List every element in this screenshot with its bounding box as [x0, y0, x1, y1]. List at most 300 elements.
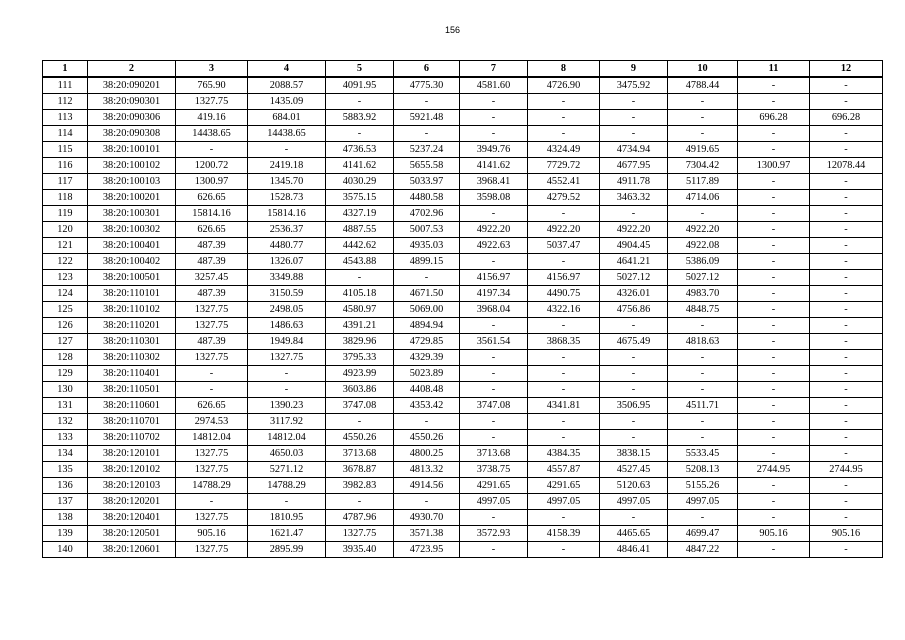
- table-cell: 1390.23: [248, 398, 326, 414]
- table-row: [43, 334, 883, 350]
- table-cell: 4997.05: [668, 494, 738, 510]
- table-cell: 4846.41: [600, 542, 668, 558]
- table-cell: 4922.20: [668, 222, 738, 238]
- table-cell: 4847.22: [668, 542, 738, 558]
- table-cell: 15814.16: [248, 206, 326, 222]
- table-cell: 4997.05: [528, 494, 600, 510]
- table-row: [43, 526, 883, 542]
- table-cell: 38:20:110601: [88, 398, 176, 414]
- table-cell: 38:20:090301: [88, 94, 176, 110]
- column-header: 7: [460, 61, 528, 78]
- table-cell: 4550.26: [326, 430, 394, 446]
- table-cell: -: [738, 206, 810, 222]
- table-cell: 1327.75: [176, 318, 248, 334]
- table-cell: 3713.68: [460, 446, 528, 462]
- table-row: [43, 366, 883, 382]
- table-cell: -: [738, 366, 810, 382]
- table-cell: 2895.99: [248, 542, 326, 558]
- table-cell: 3571.38: [394, 526, 460, 542]
- table-cell: 117: [43, 174, 88, 190]
- table-cell: 12078.44: [810, 158, 883, 174]
- table-cell: -: [248, 366, 326, 382]
- table-cell: 4922.63: [460, 238, 528, 254]
- table-row: [43, 206, 883, 222]
- table-cell: 126: [43, 318, 88, 334]
- table-cell: 122: [43, 254, 88, 270]
- table-cell: 4734.94: [600, 142, 668, 158]
- table-cell: -: [738, 94, 810, 110]
- table-cell: -: [528, 382, 600, 398]
- table-cell: -: [810, 398, 883, 414]
- table-row: [43, 190, 883, 206]
- table-cell: -: [738, 318, 810, 334]
- table-cell: 14438.65: [176, 126, 248, 142]
- column-header: 3: [176, 61, 248, 78]
- table-cell: 38:20:090308: [88, 126, 176, 142]
- table-cell: 4922.20: [600, 222, 668, 238]
- table-cell: -: [460, 126, 528, 142]
- table-cell: -: [738, 222, 810, 238]
- table-cell: 4158.39: [528, 526, 600, 542]
- table-cell: -: [668, 510, 738, 526]
- table-cell: 4197.34: [460, 286, 528, 302]
- table-header: [43, 61, 883, 78]
- table-cell: -: [528, 206, 600, 222]
- table-cell: 4923.99: [326, 366, 394, 382]
- table-cell: 4983.70: [668, 286, 738, 302]
- table-cell: -: [460, 94, 528, 110]
- table-cell: 4580.97: [326, 302, 394, 318]
- table-cell: -: [738, 142, 810, 158]
- table-cell: 905.16: [176, 526, 248, 542]
- table-cell: 4391.21: [326, 318, 394, 334]
- table-cell: -: [810, 77, 883, 94]
- table-cell: -: [668, 94, 738, 110]
- table-cell: 14438.65: [248, 126, 326, 142]
- table-cell: 4156.97: [460, 270, 528, 286]
- table-cell: -: [810, 430, 883, 446]
- table-cell: 1327.75: [248, 350, 326, 366]
- table-cell: -: [738, 286, 810, 302]
- table-cell: 3949.76: [460, 142, 528, 158]
- table-cell: 3575.15: [326, 190, 394, 206]
- table-cell: -: [738, 446, 810, 462]
- table-cell: -: [738, 382, 810, 398]
- table-cell: -: [810, 222, 883, 238]
- table-cell: -: [600, 414, 668, 430]
- table-cell: -: [528, 366, 600, 382]
- table-cell: 3257.45: [176, 270, 248, 286]
- table-cell: -: [176, 382, 248, 398]
- table-cell: -: [460, 382, 528, 398]
- table-cell: -: [738, 174, 810, 190]
- table-cell: 3463.32: [600, 190, 668, 206]
- table-cell: 4291.65: [460, 478, 528, 494]
- table-cell: -: [668, 414, 738, 430]
- table-cell: -: [738, 510, 810, 526]
- table-cell: 1528.73: [248, 190, 326, 206]
- column-header: 8: [528, 61, 600, 78]
- table-cell: 4922.20: [528, 222, 600, 238]
- table-cell: 114: [43, 126, 88, 142]
- table-cell: -: [600, 350, 668, 366]
- table-cell: -: [668, 430, 738, 446]
- table-cell: 7304.42: [668, 158, 738, 174]
- table-cell: 38:20:110701: [88, 414, 176, 430]
- table-cell: 5271.12: [248, 462, 326, 478]
- header-row: [43, 61, 883, 78]
- table-cell: 38:20:120201: [88, 494, 176, 510]
- table-cell: 4911.78: [600, 174, 668, 190]
- table-cell: 38:20:100402: [88, 254, 176, 270]
- table-cell: 116: [43, 158, 88, 174]
- table-cell: -: [738, 77, 810, 94]
- table-cell: -: [460, 414, 528, 430]
- table-cell: 38:20:110201: [88, 318, 176, 334]
- table-cell: 626.65: [176, 190, 248, 206]
- table-cell: 4490.75: [528, 286, 600, 302]
- table-cell: 1327.75: [176, 462, 248, 478]
- table-cell: 112: [43, 94, 88, 110]
- table-cell: -: [738, 350, 810, 366]
- table-cell: -: [738, 334, 810, 350]
- table-cell: 5386.09: [668, 254, 738, 270]
- table-cell: 3150.59: [248, 286, 326, 302]
- table-cell: 38:20:110501: [88, 382, 176, 398]
- column-header: 12: [810, 61, 883, 78]
- table-cell: -: [668, 366, 738, 382]
- table-cell: 129: [43, 366, 88, 382]
- table-cell: 4327.19: [326, 206, 394, 222]
- table-cell: -: [668, 318, 738, 334]
- table-cell: 4279.52: [528, 190, 600, 206]
- table-cell: 696.28: [810, 110, 883, 126]
- table-cell: 5208.13: [668, 462, 738, 478]
- table-cell: 130: [43, 382, 88, 398]
- table-cell: 1327.75: [176, 350, 248, 366]
- column-header: 10: [668, 61, 738, 78]
- table-cell: -: [668, 206, 738, 222]
- table-cell: -: [394, 94, 460, 110]
- table-cell: -: [810, 494, 883, 510]
- table-cell: 5533.45: [668, 446, 738, 462]
- table-cell: -: [326, 126, 394, 142]
- table-cell: 1327.75: [176, 510, 248, 526]
- column-header: 5: [326, 61, 394, 78]
- table-cell: 1200.72: [176, 158, 248, 174]
- table-row: [43, 494, 883, 510]
- table-cell: 905.16: [738, 526, 810, 542]
- table-cell: -: [394, 126, 460, 142]
- table-cell: 3598.08: [460, 190, 528, 206]
- table-cell: 111: [43, 77, 88, 94]
- column-header: 6: [394, 61, 460, 78]
- table-cell: -: [600, 510, 668, 526]
- table-cell: -: [394, 270, 460, 286]
- table-cell: -: [326, 494, 394, 510]
- table-cell: 14788.29: [176, 478, 248, 494]
- table-cell: 38:20:120101: [88, 446, 176, 462]
- table-cell: 419.16: [176, 110, 248, 126]
- table-cell: 38:20:120102: [88, 462, 176, 478]
- table-cell: 4353.42: [394, 398, 460, 414]
- table-cell: 1486.63: [248, 318, 326, 334]
- table-cell: -: [460, 206, 528, 222]
- table-cell: 3475.92: [600, 77, 668, 94]
- table-cell: 4341.81: [528, 398, 600, 414]
- table-cell: 138: [43, 510, 88, 526]
- table-row: [43, 302, 883, 318]
- table-cell: -: [810, 510, 883, 526]
- table-cell: -: [738, 430, 810, 446]
- table-cell: 7729.72: [528, 158, 600, 174]
- table-cell: 127: [43, 334, 88, 350]
- table-cell: 38:20:120401: [88, 510, 176, 526]
- table-row: [43, 110, 883, 126]
- table-cell: 2974.53: [176, 414, 248, 430]
- table-cell: 3868.35: [528, 334, 600, 350]
- table-cell: 38:20:120501: [88, 526, 176, 542]
- table-cell: 4480.77: [248, 238, 326, 254]
- table-cell: -: [738, 398, 810, 414]
- table-cell: 1300.97: [738, 158, 810, 174]
- table-cell: 134: [43, 446, 88, 462]
- table-cell: 5037.47: [528, 238, 600, 254]
- table-cell: 4480.58: [394, 190, 460, 206]
- table-cell: 38:20:120103: [88, 478, 176, 494]
- table-cell: 487.39: [176, 286, 248, 302]
- table-cell: 4800.25: [394, 446, 460, 462]
- table-cell: 1327.75: [176, 446, 248, 462]
- table-cell: -: [394, 414, 460, 430]
- table-cell: 4714.06: [668, 190, 738, 206]
- table-cell: -: [600, 110, 668, 126]
- table-cell: 4091.95: [326, 77, 394, 94]
- table-cell: 118: [43, 190, 88, 206]
- table-cell: -: [460, 350, 528, 366]
- table-cell: -: [810, 142, 883, 158]
- table-cell: -: [810, 542, 883, 558]
- table-cell: 4818.63: [668, 334, 738, 350]
- table-row: [43, 222, 883, 238]
- table-cell: 1327.75: [326, 526, 394, 542]
- table-cell: 4788.44: [668, 77, 738, 94]
- table-cell: 5237.24: [394, 142, 460, 158]
- table-cell: 124: [43, 286, 88, 302]
- table-cell: 4550.26: [394, 430, 460, 446]
- table-row: [43, 270, 883, 286]
- data-table: [42, 60, 883, 558]
- table-cell: 3838.15: [600, 446, 668, 462]
- table-cell: 626.65: [176, 398, 248, 414]
- table-cell: 5921.48: [394, 110, 460, 126]
- table-row: [43, 238, 883, 254]
- table-cell: 3935.40: [326, 542, 394, 558]
- table-cell: -: [810, 270, 883, 286]
- table-cell: -: [600, 366, 668, 382]
- table-cell: 487.39: [176, 238, 248, 254]
- table-cell: -: [738, 494, 810, 510]
- table-cell: -: [810, 318, 883, 334]
- table-cell: 4726.90: [528, 77, 600, 94]
- table-cell: -: [528, 254, 600, 270]
- table-row: [43, 254, 883, 270]
- table-row: [43, 94, 883, 110]
- table-row: [43, 478, 883, 494]
- table-row: [43, 174, 883, 190]
- table-cell: 4552.41: [528, 174, 600, 190]
- table-cell: -: [176, 366, 248, 382]
- table-cell: 5027.12: [668, 270, 738, 286]
- table-cell: -: [738, 126, 810, 142]
- table-cell: -: [460, 110, 528, 126]
- table-cell: -: [810, 206, 883, 222]
- table-cell: -: [810, 94, 883, 110]
- table-cell: 2536.37: [248, 222, 326, 238]
- table-cell: -: [738, 270, 810, 286]
- table-cell: -: [738, 542, 810, 558]
- table-cell: 487.39: [176, 334, 248, 350]
- table-cell: 38:20:100102: [88, 158, 176, 174]
- table-cell: 4030.29: [326, 174, 394, 190]
- table-cell: 4914.56: [394, 478, 460, 494]
- table-row: [43, 398, 883, 414]
- table-cell: 626.65: [176, 222, 248, 238]
- table-cell: 38:20:100501: [88, 270, 176, 286]
- table-cell: -: [248, 142, 326, 158]
- table-cell: 38:20:110101: [88, 286, 176, 302]
- table-cell: 905.16: [810, 526, 883, 542]
- table-cell: 136: [43, 478, 88, 494]
- table-cell: 1345.70: [248, 174, 326, 190]
- table-cell: 4930.70: [394, 510, 460, 526]
- table-cell: -: [248, 494, 326, 510]
- table-cell: 140: [43, 542, 88, 558]
- table-cell: -: [528, 510, 600, 526]
- table-cell: 14812.04: [248, 430, 326, 446]
- table-cell: -: [528, 430, 600, 446]
- table-cell: 3968.41: [460, 174, 528, 190]
- table-cell: 38:20:100101: [88, 142, 176, 158]
- table-cell: 4887.55: [326, 222, 394, 238]
- table-cell: 684.01: [248, 110, 326, 126]
- table-cell: 4997.05: [600, 494, 668, 510]
- table-cell: -: [460, 510, 528, 526]
- table-cell: -: [738, 478, 810, 494]
- table-cell: 765.90: [176, 77, 248, 94]
- table-cell: 139: [43, 526, 88, 542]
- table-cell: 1327.75: [176, 302, 248, 318]
- column-header: 1: [43, 61, 88, 78]
- table-row: [43, 430, 883, 446]
- table-cell: -: [460, 318, 528, 334]
- table-cell: 4141.62: [326, 158, 394, 174]
- table-cell: 3829.96: [326, 334, 394, 350]
- table-cell: 1326.07: [248, 254, 326, 270]
- table-row: [43, 126, 883, 142]
- table-cell: -: [600, 206, 668, 222]
- table-cell: -: [176, 142, 248, 158]
- table-cell: 137: [43, 494, 88, 510]
- table-row: [43, 510, 883, 526]
- table-cell: 1810.95: [248, 510, 326, 526]
- table-cell: -: [668, 382, 738, 398]
- table-cell: 4787.96: [326, 510, 394, 526]
- table-cell: 4384.35: [528, 446, 600, 462]
- table-cell: 133: [43, 430, 88, 446]
- table-cell: 1300.97: [176, 174, 248, 190]
- table-cell: 4848.75: [668, 302, 738, 318]
- table-cell: 3747.08: [460, 398, 528, 414]
- table-cell: -: [528, 414, 600, 430]
- table-cell: -: [528, 318, 600, 334]
- table-cell: 38:20:100201: [88, 190, 176, 206]
- table-cell: 4324.49: [528, 142, 600, 158]
- table-cell: 2744.95: [738, 462, 810, 478]
- table-cell: 4723.95: [394, 542, 460, 558]
- table-cell: 5155.26: [668, 478, 738, 494]
- table-cell: 4105.18: [326, 286, 394, 302]
- table-cell: -: [528, 350, 600, 366]
- table-cell: 3506.95: [600, 398, 668, 414]
- table-cell: -: [326, 270, 394, 286]
- table-cell: -: [460, 254, 528, 270]
- table-cell: 1327.75: [176, 542, 248, 558]
- page-number: 156: [444, 25, 461, 35]
- table-row: [43, 446, 883, 462]
- column-header: 9: [600, 61, 668, 78]
- column-header: 2: [88, 61, 176, 78]
- table-cell: 3968.04: [460, 302, 528, 318]
- table-body: [43, 77, 883, 558]
- table-cell: 3713.68: [326, 446, 394, 462]
- table-cell: 4775.30: [394, 77, 460, 94]
- table-cell: -: [600, 94, 668, 110]
- table-cell: 3795.33: [326, 350, 394, 366]
- table-cell: -: [810, 286, 883, 302]
- table-cell: -: [600, 430, 668, 446]
- table-cell: -: [460, 366, 528, 382]
- table-cell: 4935.03: [394, 238, 460, 254]
- table-cell: 5007.53: [394, 222, 460, 238]
- table-cell: 119: [43, 206, 88, 222]
- table-cell: 4729.85: [394, 334, 460, 350]
- table-cell: 4894.94: [394, 318, 460, 334]
- table-cell: -: [810, 478, 883, 494]
- table-cell: 4326.01: [600, 286, 668, 302]
- table-cell: 128: [43, 350, 88, 366]
- table-cell: -: [738, 254, 810, 270]
- table-row: [43, 158, 883, 174]
- table-cell: -: [600, 382, 668, 398]
- table-cell: 14788.29: [248, 478, 326, 494]
- table-row: [43, 318, 883, 334]
- table-cell: -: [810, 414, 883, 430]
- table-cell: 4922.08: [668, 238, 738, 254]
- table-cell: -: [810, 350, 883, 366]
- table-cell: 1327.75: [176, 94, 248, 110]
- table-cell: -: [810, 302, 883, 318]
- table-cell: 132: [43, 414, 88, 430]
- table-cell: 2419.18: [248, 158, 326, 174]
- table-cell: 4919.65: [668, 142, 738, 158]
- table-row: [43, 542, 883, 558]
- table-cell: 15814.16: [176, 206, 248, 222]
- table-row: [43, 286, 883, 302]
- table-cell: 5069.00: [394, 302, 460, 318]
- table-cell: -: [600, 318, 668, 334]
- table-cell: 131: [43, 398, 88, 414]
